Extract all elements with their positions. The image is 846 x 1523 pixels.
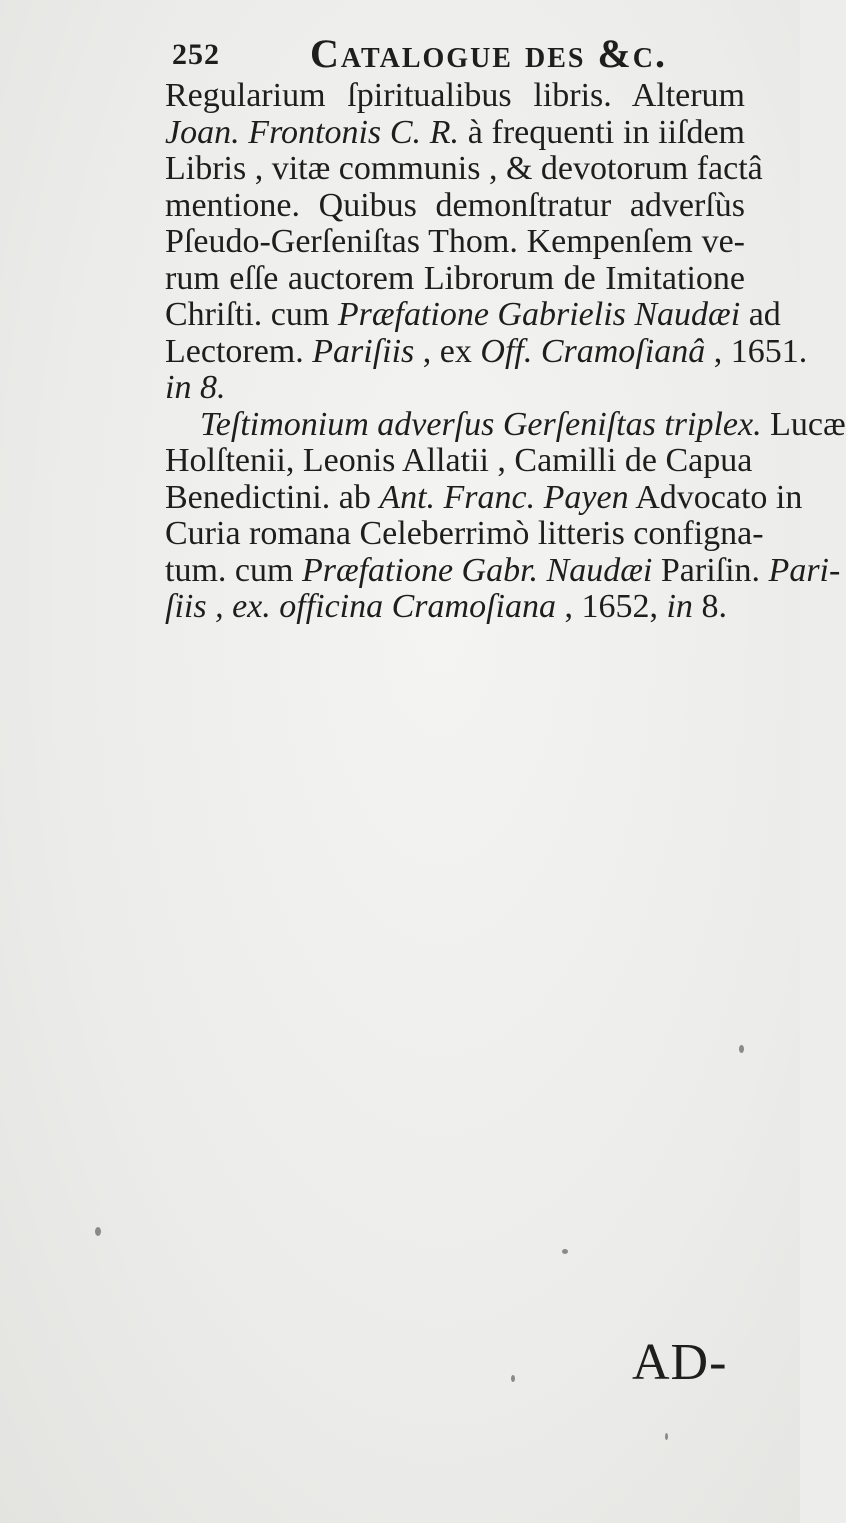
text-line [165,296,781,334]
text-line [165,224,745,261]
italic-text: Præfatione Gabr. Naudæi [301,551,653,589]
paper-speck [665,1433,668,1440]
paper-speck [511,1375,515,1382]
paper-speck [95,1227,101,1236]
catalogue-text [165,77,846,626]
roman-text: à frequenti in iiſdem [459,113,745,151]
roman-text: Chriſti. cum [165,296,338,333]
catalogue-entry-testimonium [165,405,846,626]
roman-text: mentione. Quibus demonſtratur adverſùs [165,186,745,224]
text-line [165,370,745,407]
paper-speck [562,1249,568,1254]
roman-text: , 1651. [705,332,808,370]
roman-text: Regularium ſpiritualibus libris. Alterum [165,77,745,114]
text-line [165,442,753,480]
text-line [165,515,764,553]
text-line [165,150,763,188]
italic-text: Off. Cramoſianâ [480,332,706,370]
roman-text: 8. [692,588,727,625]
italic-text: in [666,588,693,625]
roman-text: ad [740,296,781,333]
roman-text: , 1652, [555,588,667,625]
text-line [165,332,808,371]
text-line [165,78,745,115]
italic-text: Ant. Franc. Payen [379,478,629,516]
page-number: 252 [172,38,220,71]
roman-text: Libris , vitæ communis , & devotorum factâ [165,150,763,187]
catchword: AD- [632,1334,728,1391]
roman-text: Holſtenii, Leonis Allatii , Camilli de Capua [165,442,753,479]
roman-text: Pſeudo-Gerſeniſtas Thom. Kempenſem ve- [165,223,745,260]
text-line [165,551,841,590]
roman-text: tum. cum [165,551,302,589]
paper-speck [739,1045,744,1053]
roman-text: Pariſin. [652,551,769,589]
roman-text: Lectorem. [165,332,313,370]
roman-text: Benedictini. ab [165,478,380,516]
italic-text: ſiis , ex. officina Cramoſiana [165,588,556,625]
text-line [165,115,745,152]
text-line [165,589,745,626]
text-line [165,188,745,225]
italic-text: in 8. [165,369,226,406]
running-head: Catalogue des &c. [310,31,667,76]
italic-text: Joan. Frontonis C. R. [165,113,460,151]
roman-text: rum eſſe auctorem Librorum de Imitatione [165,259,745,297]
roman-text: , ex [414,332,481,370]
page-header [168,30,728,78]
italic-text: Teſtimonium adverſus Gerſeniſtas triplex. [200,405,762,443]
text-line [165,405,846,444]
catalogue-entry-imitatione [165,77,808,407]
roman-text: Advocato in [628,478,803,516]
italic-text: Præfatione Gabrielis Naudæi [337,296,741,333]
italic-text: Pariſiis [312,332,415,370]
italic-text: Pari- [768,551,841,589]
roman-text: Curia romana Celeberrimò litteris confignа- [165,515,764,552]
text-line [165,478,803,517]
roman-text: Lucæ [761,405,846,443]
text-line [165,261,745,298]
